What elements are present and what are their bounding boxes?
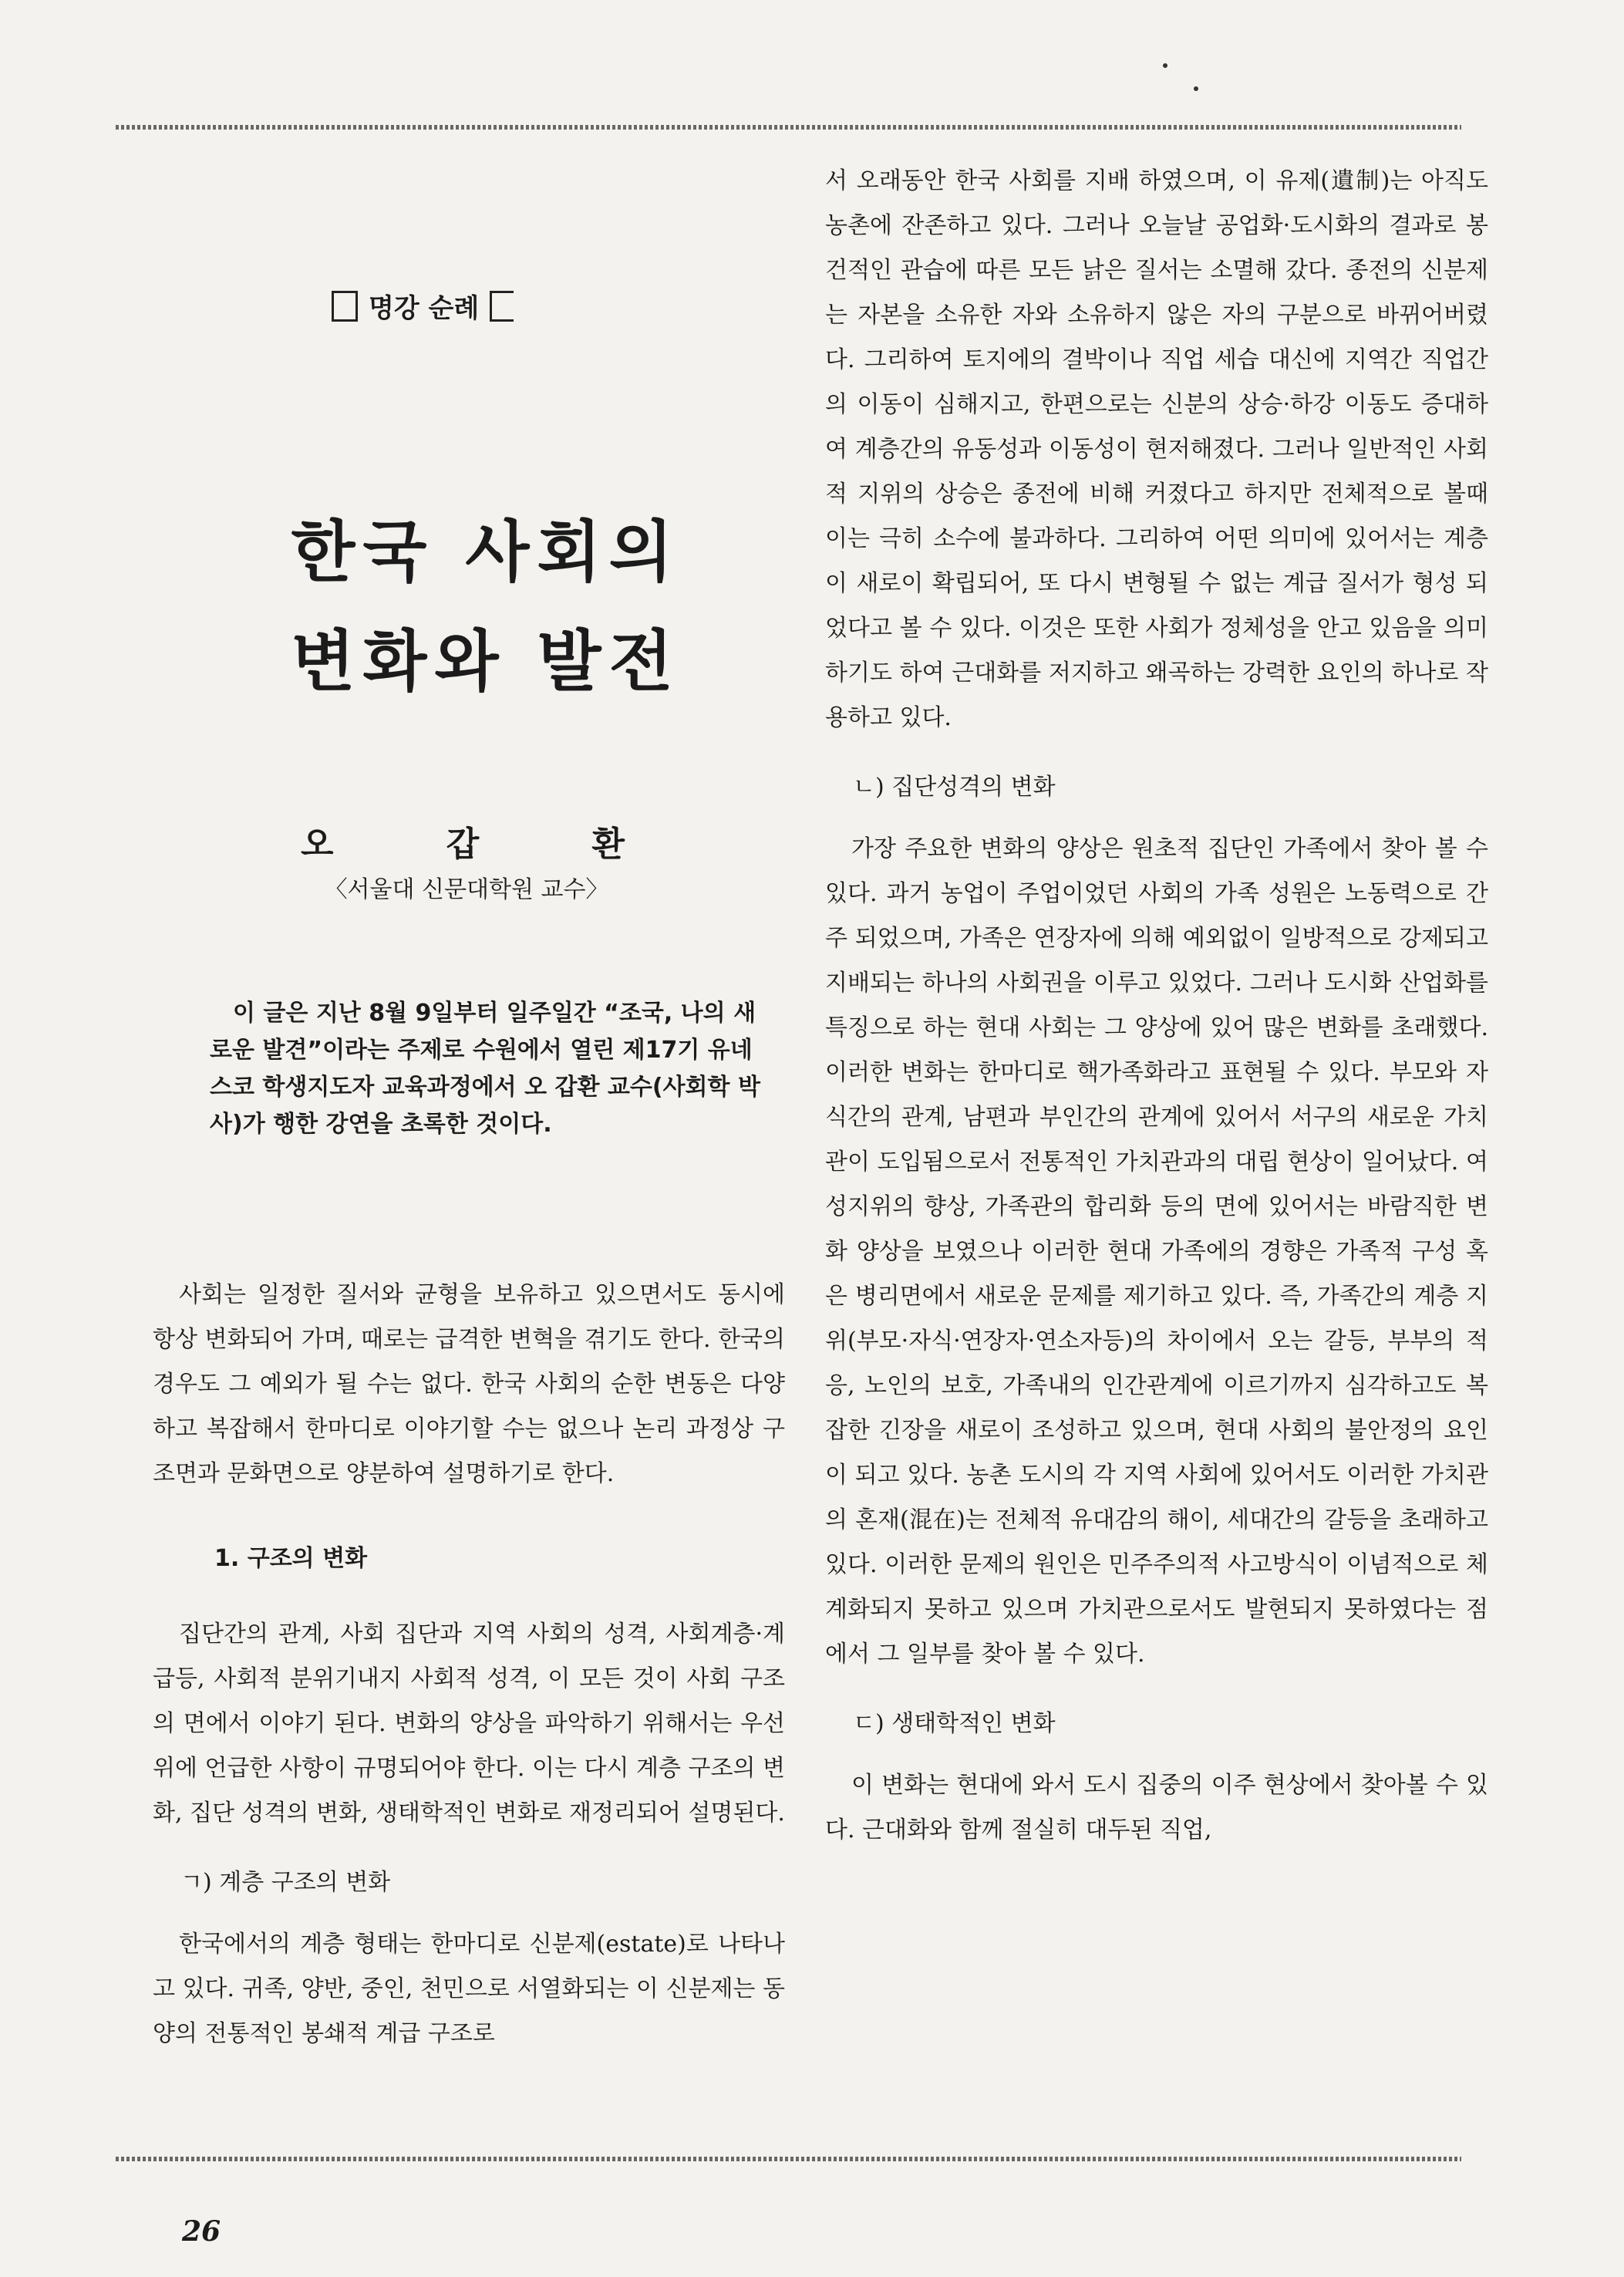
ink-speck [1163, 63, 1167, 68]
author-char: 갑 [446, 825, 480, 864]
author-char: 환 [591, 825, 625, 864]
right-column [825, 159, 1488, 1853]
subsection-heading: ㄴ) 집단성격의 변화 [853, 774, 1056, 801]
author-name [301, 816, 625, 865]
subsection-heading: ㄷ) 생태학적인 변화 [853, 1710, 1056, 1737]
bracket-box-icon [332, 291, 358, 322]
bottom-decorative-rule [116, 2157, 1461, 2161]
bracket-box-icon [490, 291, 514, 322]
intro-abstract [210, 995, 765, 1143]
intro-text: 이 글은 지난 8월 9일부터 일주일간 “조국, 나의 새로운 발견”이라는 주제로 수원에서 열린 제17기 유네스코 학생지도자 교육과정에서 오 갑환 교수(사회학 박사)가 행한 강연을 초록한 것이다. [210, 1000, 760, 1138]
left-column [153, 1273, 785, 2056]
ink-speck [1194, 86, 1198, 91]
paragraph: 서 오래동안 한국 사회를 지배 하였으며, 이 유제(遺制)는 아직도 농촌에 잔존하고 있다. 그러나 오늘날 공업화·도시화의 결과로 봉건적인 관습에 따른 모든 낡은 질서는 소멸해 갔다. 종전의 신분제는 자본을 소유한 자와 소유하지 않은 자의 구분으로 바뀌어버렸다. 그리하여 토지에의 결박이나 직업 세습 대신에 지역간 직업간의 이동이 심해지고, 한편으로는 신분의 상승·하강 이동도 증대하여 계층간의 유동성과 이동성이 현저해졌다. 그러나 일반적인 사회적 지위의 상승은 종전에 비해 커졌다고 하지만 전체적으로 볼때 이는 극히 소수에 불과하다. 그리하여 어떤 의미에 있어서는 계층이 새로이 확립되어, 또 다시 변형될 수 없는 계급 질서가 형성 되었다고 볼 수 있다. 이것은 또한 사회가 정체성을 안고 있음을 의미하기도 하여 근대화를 저지하고 왜곡하는 강력한 요인의 하나로 작용하고 있다. [825, 167, 1488, 731]
paragraph: 이 변화는 현대에 와서 도시 집중의 이주 현상에서 찾아볼 수 있다. 근대화와 함께 절실히 대두된 직업, [825, 1772, 1488, 1844]
paragraph: 한국에서의 계층 형태는 한마디로 신분제(estate)로 나타나고 있다. 귀족, 양반, 중인, 천민으로 서열화되는 이 신분제는 동양의 전통적인 봉쇄적 계급 구조로 [153, 1931, 785, 2047]
author-affiliation: 〈서울대 신문대학원 교수〉 [324, 876, 609, 903]
series-label [332, 287, 514, 325]
title-line-1: 한국 사회의 [291, 513, 681, 591]
paragraph: 사회는 일정한 질서와 균형을 보유하고 있으면서도 동시에 항상 변화되어 가며, 때로는 급격한 변혁을 겪기도 한다. 한국의 경우도 그 예외가 될 수는 없다. 한국 사회의 순한 변동은 다양하고 복잡해서 한마디로 이야기할 수는 없으나 논리 과정상 구조면과 문화면으로 양분하여 설명하기로 한다. [153, 1281, 785, 1487]
page-number: 26 [182, 2215, 221, 2248]
title-line-2: 변화와 발전 [291, 622, 681, 700]
article-title [254, 498, 717, 717]
subsection-heading: ㄱ) 계층 구조의 변화 [180, 1869, 391, 1896]
author-char: 오 [301, 825, 334, 864]
top-decorative-rule [116, 125, 1461, 130]
section-heading: 1. 구조의 변화 [214, 1545, 368, 1572]
series-label-text: 명강 순례 [369, 293, 480, 324]
paragraph: 집단간의 관계, 사회 집단과 지역 사회의 성격, 사회계층·계급등, 사회적 분위기내지 사회적 성격, 이 모든 것이 사회 구조의 면에서 이야기 된다. 변화의 양상을 파악하기 위해서는 우선 위에 언급한 사항이 규명되어야 한다. 이는 다시 계층 구조의 변화, 집단 성격의 변화, 생태학적인 변화로 재정리되어 설명된다. [153, 1621, 785, 1827]
paragraph: 가장 주요한 변화의 양상은 원초적 집단인 가족에서 찾아 볼 수 있다. 과거 농업이 주업이었던 사회의 가족 성원은 노동력으로 간주 되었으며, 가족은 연장자에 의해 예외없이 일방적으로 강제되고 지배되는 하나의 사회권을 이루고 있었다. 그러나 도시화 산업화를 특징으로 하는 현대 사회는 그 양상에 있어 많은 변화를 초래했다. 이러한 변화는 한마디로 핵가족화라고 표현될 수 있다. 부모와 자식간의 관계, 남편과 부인간의 관계에 있어서 서구의 새로운 가치관이 도입됨으로서 전통적인 가치관과의 대립 현상이 일어났다. 여성지위의 향상, 가족관의 합리화 등의 면에 있어서는 바람직한 변화 양상을 보였으나 이러한 현대 가족에의 경향은 가족적 구성 혹은 병리면에서 새로운 문제를 제기하고 있다. 즉, 가족간의 계층 지위(부모·자식·연장자·연소자등)의 차이에서 오는 갈등, 부부의 적응, 노인의 보호, 가족내의 인간관계에 이르기까지 심각하고도 복잡한 긴장을 새로이 조성하고 있으며, 현대 사회의 불안정의 요인이 되고 있다. 농촌 도시의 각 지역 사회에 있어서도 이러한 가치관의 혼재(混在)는 전체적 유대감의 해이, 세대간의 갈등을 초래하고 있다. 이러한 문제의 원인은 민주주의적 사고방식이 이념적으로 체계화되지 못하고 있으며 가치관으로서도 발현되지 못하였다는 점에서 그 일부를 찾아 볼 수 있다. [825, 835, 1488, 1668]
